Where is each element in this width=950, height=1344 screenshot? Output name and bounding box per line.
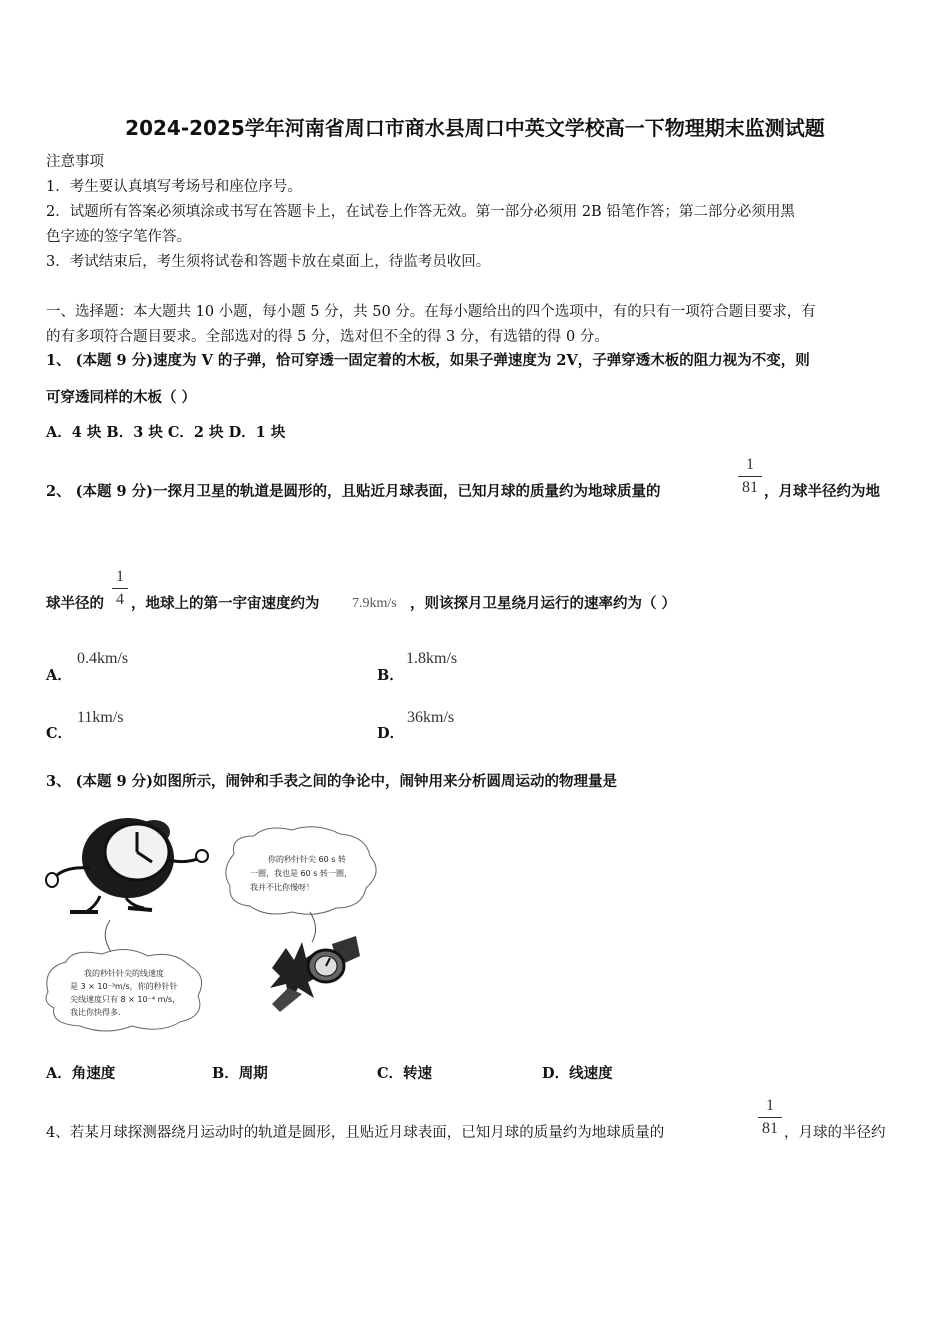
q3-stem: 3、 (本题 9 分)如图所示，闹钟和手表之间的争论中，闹钟用来分析圆周运动的物理量是 xyxy=(46,773,618,790)
q2-option-d-value: 36km/s xyxy=(407,709,455,726)
q2-first-cosmic-speed: 7.9km/s xyxy=(352,596,397,611)
page-title: 2024-2025学年河南省周口市商水县周口中英文学校高一下物理期末监测试题 xyxy=(125,116,825,140)
q1-options: A．4 块 B．3 块 C．2 块 D．1 块 xyxy=(46,424,286,441)
q1-stem-line2: 可穿透同样的木板（ ） xyxy=(46,389,197,406)
q2-fraction-1-4 xyxy=(112,568,128,609)
q4-stem-post: ，月球的半径约 xyxy=(784,1125,886,1141)
q2-option-d-letter: D． xyxy=(377,725,405,742)
clock-speech-bubble xyxy=(46,920,202,1031)
fraction-denominator: 81 xyxy=(742,479,758,496)
q2-option-b-value: 1.8km/s xyxy=(406,650,458,667)
watch-bubble-line-2: 一圈，我也是 60 s 转一圈， xyxy=(250,869,352,878)
q2-option-a-value: 0.4km/s xyxy=(77,650,129,667)
q2-stem-line1-post: ，月球半径约为地 xyxy=(764,483,880,500)
fraction-numerator: 1 xyxy=(746,456,754,473)
notice-item-1: 1．考生要认真填写考场号和座位序号。 xyxy=(46,179,302,195)
q2-stem-line2-pre: 球半径的 xyxy=(46,595,104,612)
fraction-bar xyxy=(758,1117,782,1118)
q2-stem-line1-pre: 2、 (本题 9 分)一探月卫星的轨道是圆形的，且贴近月球表面，已知月球的质量约为地球质量的 xyxy=(46,483,661,500)
notice-item-3: 3．考试结束后，考生须将试卷和答题卡放在桌面上，待监考员收回。 xyxy=(46,254,491,270)
q2-option-b-letter: B． xyxy=(377,667,404,684)
notice-heading: 注意事项 xyxy=(46,154,104,170)
clock-bubble-line-2: 是 3 × 10⁻³m/s，你的秒针针 xyxy=(70,982,178,991)
clock-bubble-line-1: 我的秒针针尖的线速度 xyxy=(84,969,164,978)
watch-bubble-line-3: 我并不比你慢呀！ xyxy=(250,883,314,892)
q2-option-c-value: 11km/s xyxy=(77,709,124,726)
fraction-bar xyxy=(738,476,762,477)
q3-option-b: B．周期 xyxy=(212,1065,268,1082)
q2-option-a-letter: A． xyxy=(46,667,72,684)
watch-bubble-line-1: 你的秒针针尖 60 s 转 xyxy=(268,855,346,864)
fraction-denominator: 4 xyxy=(116,591,124,608)
q2-stem-line2-post: ，则该探月卫星绕月运行的速率约为（ ） xyxy=(410,595,677,612)
q3-option-a: A．角速度 xyxy=(46,1065,116,1082)
fraction-numerator: 1 xyxy=(766,1097,774,1114)
q3-option-c: C．转速 xyxy=(377,1065,433,1082)
watch-speech-bubble xyxy=(226,827,376,942)
fraction-bar xyxy=(112,588,128,589)
q3-option-d: D．线速度 xyxy=(542,1065,613,1082)
section1-line1: 一、选择题：本大题共 10 小题，每小题 5 分，共 50 分。在每小题给出的四个选项中，有的只有一项符合题目要求，有 xyxy=(46,304,816,320)
q4-fraction-1-81 xyxy=(758,1097,782,1138)
notice-item-2-cont: 色字迹的签字笔作答。 xyxy=(46,229,191,245)
notice-item-2: 2．试题所有答案必须填涂或书写在答题卡上，在试卷上作答无效。第一部分必须用 2B 铅笔作答；第二部分必须用黑 xyxy=(46,204,795,220)
q4-stem-pre: 4、若某月球探测器绕月运动时的轨道是圆形，且贴近月球表面，已知月球的质量约为地球质量的 xyxy=(46,1125,665,1141)
q2-option-c-letter: C． xyxy=(46,725,73,742)
section1-line2: 的有多项符合题目要求。全部选对的得 5 分，选对但不全的得 3 分，有选错的得 0 分。 xyxy=(46,329,609,345)
wrist-watch-icon xyxy=(270,936,360,1012)
q2-fraction-1-81 xyxy=(738,456,762,497)
q2-stem-line2-mid: ，地球上的第一宇宙速度约为 xyxy=(131,595,320,612)
clock-bubble-line-4: 我比你快得多. xyxy=(70,1008,121,1017)
alarm-clock-icon xyxy=(46,818,208,912)
fraction-denominator: 81 xyxy=(762,1120,778,1137)
clock-bubble-line-3: 尖线速度只有 8 × 10⁻⁴ m/s， xyxy=(70,995,181,1004)
fraction-numerator: 1 xyxy=(116,568,124,585)
q1-stem-line1: 1、 (本题 9 分)速度为 V 的子弹，恰可穿透一固定着的木板，如果子弹速度为 2V，子弹穿透木板的阻力视为不变，则 xyxy=(46,352,810,369)
clock-watch-illustration xyxy=(40,808,380,1040)
